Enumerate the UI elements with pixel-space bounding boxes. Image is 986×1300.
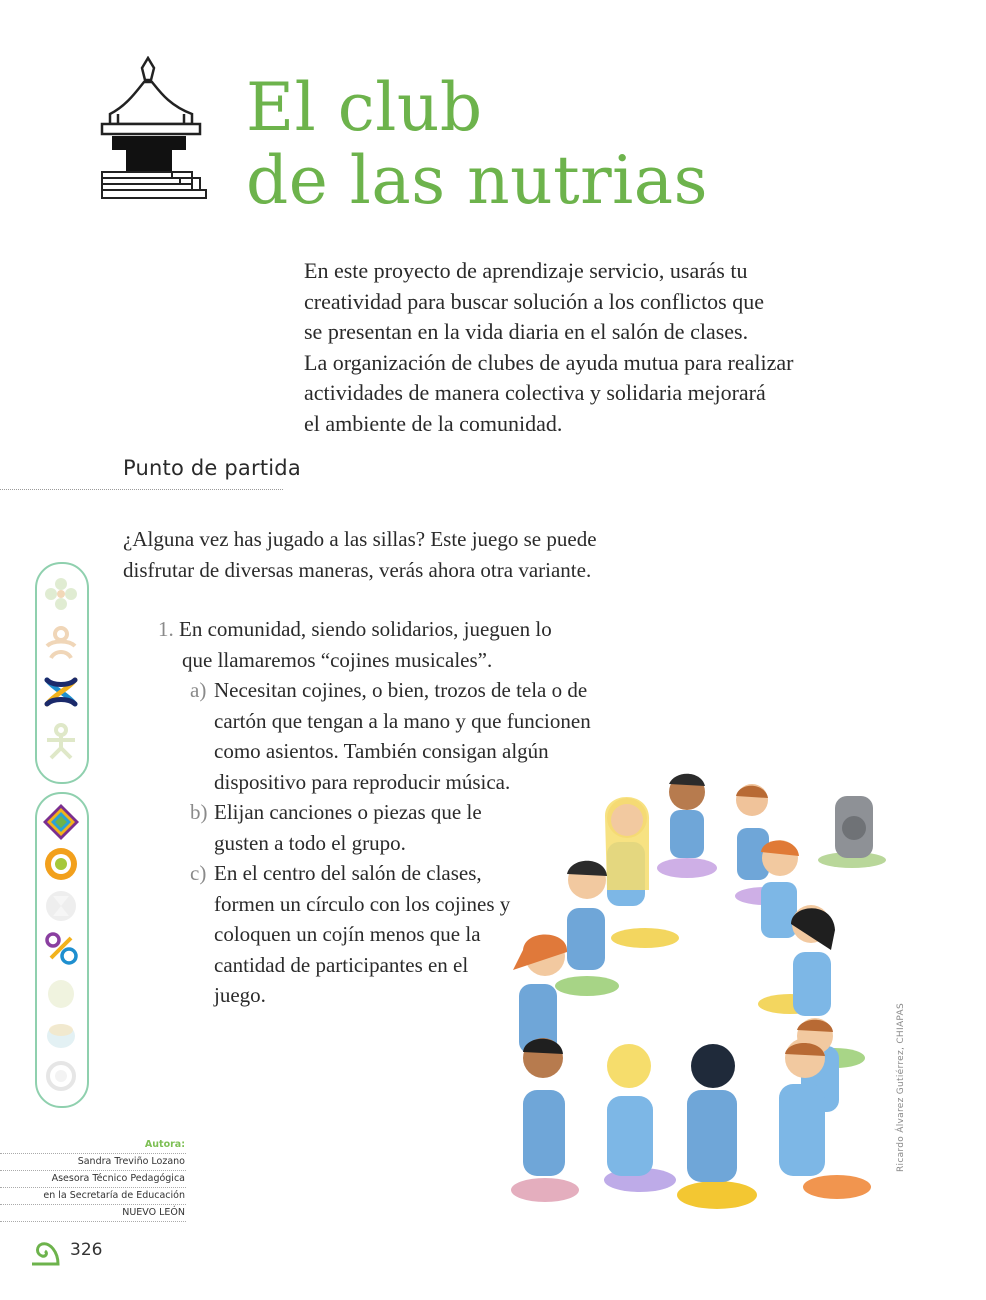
flower-icon [41, 574, 81, 614]
people-knot-icon [41, 672, 81, 712]
hourglass-icon [41, 886, 81, 926]
sub-label: b) [190, 800, 208, 824]
instruction-number: 1. [158, 617, 174, 641]
hands-icon [41, 972, 81, 1012]
page-number: 326 [70, 1240, 103, 1260]
dancing-figure-icon [41, 722, 81, 762]
author-label: Autora: [144, 1139, 185, 1150]
temple-logo-icon [96, 56, 214, 204]
intro-line: actividades de manera colectiva y solidaria mejorará [304, 380, 766, 406]
sub-label: a) [190, 678, 207, 702]
author-divider [0, 1204, 186, 1205]
illustration-credit: Ricardo Álvarez Gutiérrez, CHIAPAS [896, 1002, 906, 1172]
swirl-figure-icon [41, 624, 81, 664]
percent-infinity-icon [41, 928, 81, 968]
question-line: disfrutar de diversas maneras, verás ahora otra variante. [123, 557, 592, 582]
question-paragraph [123, 524, 623, 585]
author-divider [0, 1187, 186, 1188]
question-line: ¿Alguna vez has jugado a las sillas? Este juego se puede [123, 527, 597, 551]
instruction-text: En comunidad, siendo solidarios, jueguen lo que llamaremos “cojines musicales”. [179, 617, 552, 672]
author-state: NUEVO LEÓN [122, 1207, 185, 1218]
author-role: Asesora Técnico Pedagógica [51, 1173, 185, 1184]
children-figures [513, 774, 839, 1182]
page-title-line-2: de las nutrias [246, 142, 709, 219]
author-divider [0, 1153, 186, 1154]
author-block [43, 1136, 185, 1221]
instruction-sub-b [190, 797, 514, 858]
instruction-sub-c [190, 858, 524, 1011]
section-divider [0, 489, 283, 490]
author-name: Sandra Treviño Lozano [77, 1156, 185, 1167]
intro-line: el ambiente de la comunidad. [304, 410, 563, 436]
intro-line: se presentan en la vida diaria en el salón de clases. [304, 319, 749, 345]
author-divider [0, 1221, 186, 1222]
children-circle-illustration [495, 740, 905, 1230]
intro-line: En este proyecto de aprendizaje servicio, usarás tu [304, 258, 748, 283]
instruction-item-1 [158, 614, 578, 675]
author-org: en la Secretaría de Educación [43, 1190, 185, 1201]
group-icon [41, 1014, 81, 1054]
intro-line: La organización de clubes de ayuda mutua para realizar [304, 349, 794, 375]
speaker-illustration [818, 796, 886, 868]
diamond-icon [41, 802, 81, 842]
section-heading: Punto de partida [123, 456, 301, 480]
target-circle-icon [41, 844, 81, 884]
author-divider [0, 1170, 186, 1171]
sub-text: Elijan canciones o piezas que le gusten a todo el grupo. [214, 800, 482, 855]
sub-text: Necesitan cojines, o bien, trozos de tela o de cartón que tengan a la mano y que funcionen como asientos. También consigan algún dispositivo para reproducir música. [214, 678, 591, 794]
ring-icon [41, 1056, 81, 1096]
intro-paragraph [304, 256, 844, 440]
sub-label: c) [190, 861, 207, 885]
spiral-icon [28, 1238, 62, 1266]
intro-line: creatividad para buscar solución a los conflictos que [304, 288, 765, 314]
page-title-line-1: El club [246, 69, 483, 146]
sub-text: En el centro del salón de clases, formen un círculo con los cojines y coloquen un cojín menos que la cantidad de participantes en el juego. [214, 861, 511, 1007]
